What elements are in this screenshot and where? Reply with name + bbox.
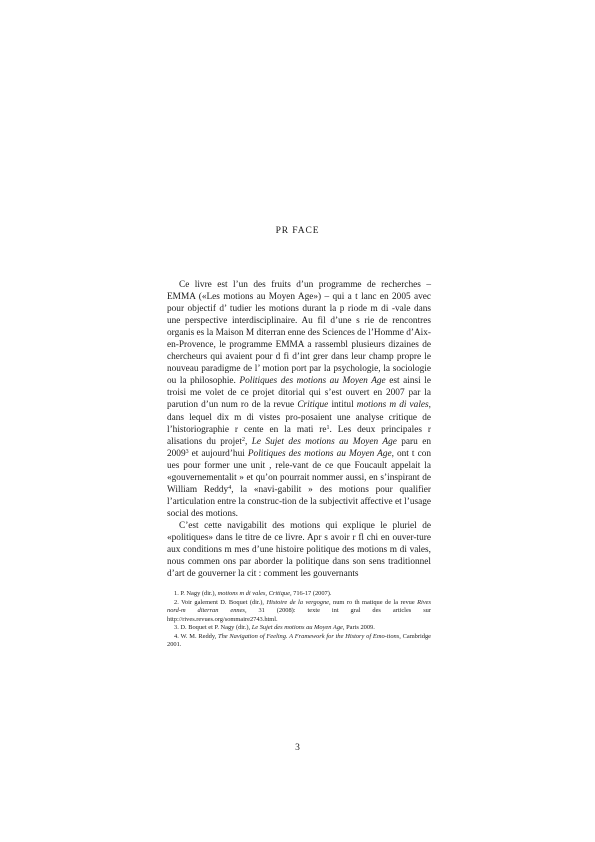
footnote-text: 3. D. Boquet et P. Nagy (dir.), (174, 624, 252, 631)
footnotes (167, 590, 431, 650)
footnote-ref: 1 (326, 424, 330, 431)
page-number: 3 (295, 743, 300, 753)
text-run: Politiques des motions au Moyen Age (239, 376, 386, 387)
footnote (167, 624, 431, 633)
footnote-text: , Paris 2009. (342, 624, 375, 631)
text-run: est ainsi le troisi me volet de ce projet ditorial qui s’est ouvert en 2007 par la parution d’un num ro de la revue (167, 376, 431, 411)
text-run: Politiques des motions au Moyen Age (247, 448, 392, 459)
footnote-text: , 31 (2008): texte int gral des articles sur http://rives.revues.org/sommaire2743.html. (167, 607, 432, 623)
text-run: , ont t con ues pour former une unit , rele-vant de ce que Foucault appelait la «gouvernementalit » et qu’on pourrait nommer aussi, en s’inspirant de William Reddy (167, 448, 432, 495)
body-text (167, 279, 431, 580)
footnote-text: Histoire de la vergogne (266, 598, 330, 606)
text-run: C’est cette navigabilit des motions qui explique le pluriel de «politiques» dans le titre de ce livre. Apr s avoir r fl chi en ouver-ture aux conditions m mes d’une histoire politique des motions m di vales, nous commen ons par aborder la politique dans son sens traditionnel d’art de gouverner la cit : comment les gouvernants (167, 520, 431, 580)
text-run: motions m di vales (356, 400, 429, 411)
paragraph (167, 520, 431, 580)
footnote-ref: 4 (228, 484, 232, 491)
footnote (167, 633, 431, 650)
text-run: , la «navi-gabilit » des motions pour qualifier l’articulation entre la construc-tion de la subjectivit affective et l’usage social des motions. (167, 484, 431, 519)
text-run: Ce livre est l’un des fruits d’un programme de recherches – EMMA («Les motions au Moyen Age») – qui a t lanc en 2005 avec pour objectif d’ tudier les motions durant la p riode m di -vale dans une perspective interdisciplinaire. Au fil d’une s rie de rencontres organis es la Maison M diterran enne des Sciences de l’Homme d’Aix-en-Provence, le programme EMMA a rassembl plusieurs dizaines de chercheurs qui avaient pour d fi d’int grer dans leur champ propre le nouveau paradigme de l’ motion port par la psychologie, la sociologie ou la philosophie. (167, 280, 431, 387)
page-title: PR FACE (275, 226, 320, 236)
text-run: . Les deux principales r alisations du projet (167, 424, 431, 447)
footnote-text: Rives nord-m diterran ennes (167, 598, 431, 614)
text-run: Critique (297, 400, 329, 411)
footnote-ref: 2 (241, 436, 245, 443)
footnote-text: , (265, 590, 269, 597)
paragraph (167, 279, 431, 520)
text-run: , dans lequel dix m di vistes pro-posaient une analyse critique de l’historiographie r cente en la mati re (167, 400, 431, 435)
text-run: Le Sujet des motions au Moyen Age (251, 436, 397, 447)
text-run: , (244, 436, 252, 447)
footnote-text: , Cambridge 2001. (167, 632, 432, 648)
footnote-text: 1. P. Nagy (dir.), (174, 590, 218, 597)
footnote-text: 2. Voir galement D. Boquet (dir.), (174, 598, 267, 606)
footnote-text: , 716-17 (2007). (289, 590, 332, 597)
text-run: intitul (328, 400, 357, 411)
footnote (167, 590, 431, 599)
text-run: paru en 2009 (167, 436, 432, 459)
text-run: et aujourd’hui (188, 448, 248, 459)
footnote-text: , num ro th matique de la revue (329, 598, 418, 606)
footnote-text: Critique (268, 590, 290, 597)
footnote-text: The Navigation of Feeling. A Framework for the History of Emo-tions (218, 632, 400, 640)
footnote-ref: 3 (185, 448, 189, 455)
footnote-text: motions m di vales (217, 590, 266, 597)
footnote (167, 599, 431, 625)
footnote-text: 4. W. M. Reddy, (174, 632, 219, 640)
footnote-text: Le Sujet des motions au Moyen Age (251, 624, 343, 631)
